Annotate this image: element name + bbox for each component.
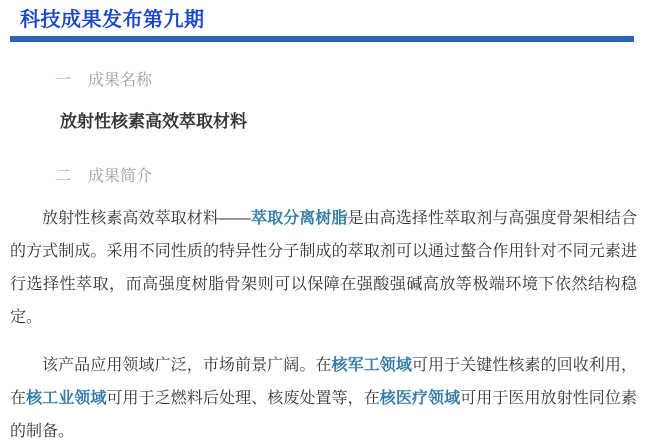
document-content <box>0 72 645 448</box>
page-title: 科技成果发布第九期 <box>20 9 205 31</box>
text-run: 该产品应用领域广泛，市场前景广阔。在 <box>42 357 332 374</box>
text-run: 可用于乏燃料后处理、核废处置等，在 <box>106 390 380 407</box>
title-underline-bar <box>10 36 634 42</box>
application-paragraph <box>10 349 637 448</box>
text-run: 是由高选择性萃取剂与高强度骨架相结合的方式制成。采用不同性质的特异性分子制成的萃取剂可以通过螯合作用针对不同元素进行选择性萃取，而高强度树脂骨架则可以保障在强酸强碱高放等极端环境下依然结构稳定。 <box>10 210 637 326</box>
section-label: 成果名称 <box>88 72 153 89</box>
highlighted-term: 核工业领域 <box>26 390 107 407</box>
section-marker: 二 <box>55 168 72 185</box>
highlighted-term: 萃取分离树脂 <box>250 210 348 227</box>
product-name: 放射性核素高效萃取材料 <box>60 112 247 131</box>
section-label: 成果简介 <box>88 168 153 185</box>
text-run: 可用于关键性核素的回收利用，在 <box>10 357 637 407</box>
text-run: 可用于医用放射性同位素的制备。 <box>10 390 637 440</box>
highlighted-term: 核医疗领域 <box>379 390 461 407</box>
text-run: 放射性核素高效萃取材料—— <box>42 210 251 227</box>
highlighted-term: 核军工领域 <box>331 357 412 374</box>
document-header <box>0 0 645 32</box>
section-heading-intro <box>10 168 637 186</box>
section-heading-name <box>10 72 637 90</box>
intro-paragraph <box>10 202 637 334</box>
section-marker: 一 <box>55 72 72 89</box>
